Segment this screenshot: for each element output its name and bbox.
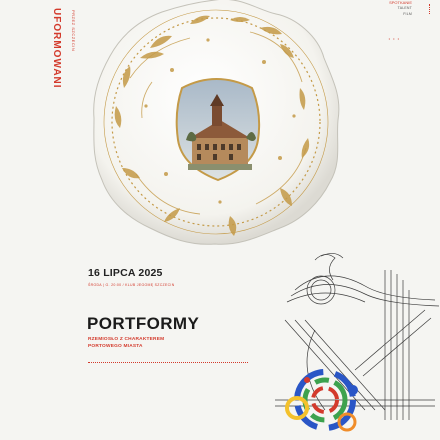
color-rings [287,372,358,430]
event-date: 16 LIPCA 2025 [88,267,163,279]
event-subtitle [88,337,228,350]
dotted-divider [88,362,248,363]
plate-icon [80,0,350,258]
corner-label: SPOTKANIE [389,0,412,5]
corner-item-film: FILM [403,12,412,16]
side-subtitle: PRZEZ SZCZECIN [71,10,76,52]
event-title: PORTFORMY [87,314,200,333]
event-venue: ŚRODA | G. 20:00 / KLUB JEGOMĘ SZCZECIN [88,283,175,287]
subtitle-line-2: PORTOWEGO MIASTA [88,343,143,349]
corner-item-talent: TALENT [397,6,412,10]
corner-info [364,0,412,17]
side-title: UFORMOWANI [51,8,62,89]
ornament-icon [255,250,440,440]
dot-row: • • • [388,36,400,41]
corner-dotted-line [429,4,431,14]
subtitle-line-1: RZEMIOSŁO Z CHARAKTEREM [88,337,165,342]
